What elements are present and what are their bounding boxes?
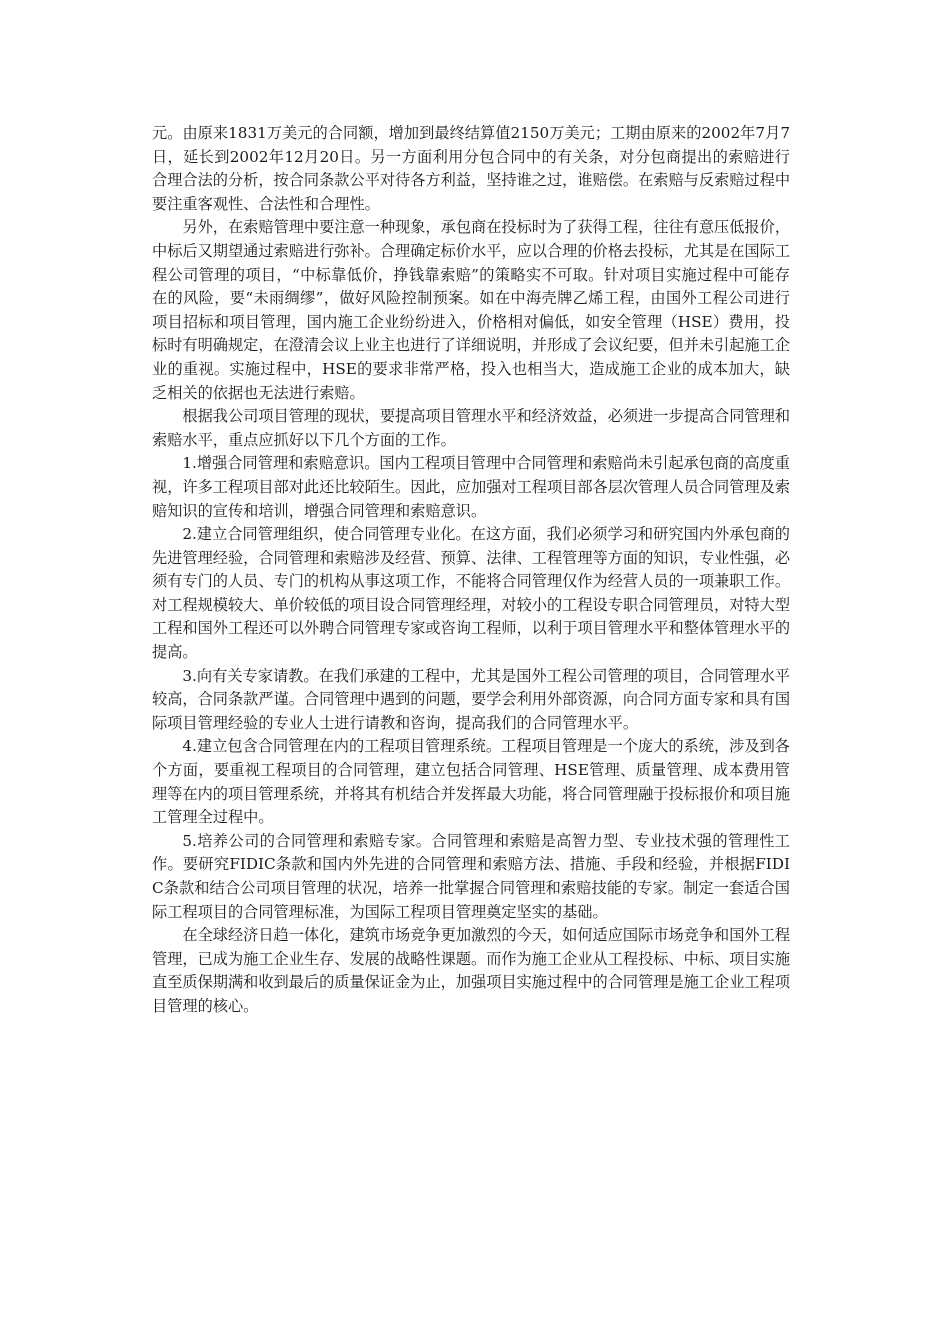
- paragraph-4: 1.增强合同管理和索赔意识。国内工程项目管理中合同管理和索赔尚未引起承包商的高度重视，许多工程项目部对此还比较陌生。因此，应加强对工程项目部各层次管理人员合同管理及索赔知识的宣传和培训，增强合同管理和索赔意识。: [152, 454, 790, 520]
- paragraph-2: 另外，在索赔管理中要注意一种现象，承包商在投标时为了获得工程，往往有意压低报价，中标后又期望通过索赔进行弥补。合理确定标价水平，应以合理的价格去投标，尤其是在国际工程公司管理的项目，“中标靠低价，挣钱靠索赔”的策略实不可取。针对项目实施过程中可能存在的风险，要“未雨绸缪”，做好风险控制预案。如在中海壳牌乙烯工程，由国外工程公司进行项目招标和项目管理，国内施工企业纷纷进入，价格相对偏低，如安全管理（HSE）费用，投标时有明确规定，在澄清会议上业主也进行了详细说明，并形成了会议纪要，但并未引起施工企业的重视。实施过程中，HSE的要求非常严格，投入也相当大，造成施工企业的成本加大，缺乏相关的依据也无法进行索赔。: [152, 218, 790, 402]
- paragraph-3: 根据我公司项目管理的现状，要提高项目管理水平和经济效益，必须进一步提高合同管理和索赔水平，重点应抓好以下几个方面的工作。: [152, 407, 790, 449]
- paragraph-6: 3.向有关专家请教。在我们承建的工程中，尤其是国外工程公司管理的项目，合同管理水平较高，合同条款严谨。合同管理中遇到的问题，要学会利用外部资源，向合同方面专家和具有国际项目管理经验的专业人士进行请教和咨询，提高我们的合同管理水平。: [152, 666, 790, 732]
- paragraph-5: 2.建立合同管理组织，使合同管理专业化。在这方面，我们必须学习和研究国内外承包商的先进管理经验，合同管理和索赔涉及经营、预算、法律、工程管理等方面的知识，专业性强，必须有专门的人员、专门的机构从事这项工作，不能将合同管理仅作为经营人员的一项兼职工作。对工程规模较大、单价较低的项目设合同管理经理，对较小的工程设专职合同管理员，对特大型工程和国外工程还可以外聘合同管理专家或咨询工程师，以利于项目管理水平和整体管理水平的提高。: [152, 525, 790, 662]
- paragraph-9: 在全球经济日趋一体化，建筑市场竞争更加激烈的今天，如何适应国际市场竞争和国外工程管理，已成为施工企业生存、发展的战略性课题。而作为施工企业从工程投标、中标、项目实施直至质保期满和收到最后的质量保证金为止，加强项目实施过程中的合同管理是施工企业工程项目管理的核心。: [152, 926, 790, 1015]
- document-body: [152, 122, 790, 1019]
- paragraph-8: 5.培养公司的合同管理和索赔专家。合同管理和索赔是高智力型、专业技术强的管理性工作。要研究FIDIC条款和国内外先进的合同管理和索赔方法、措施、手段和经验，并根据FIDIC条款和结合公司项目管理的状况，培养一批掌握合同管理和索赔技能的专家。制定一套适合国际工程项目的合同管理标准，为国际工程项目管理奠定坚实的基础。: [152, 831, 790, 921]
- paragraph-7: 4.建立包含合同管理在内的工程项目管理系统。工程项目管理是一个庞大的系统，涉及到各个方面，要重视工程项目的合同管理，建立包括合同管理、HSE管理、质量管理、成本费用管理等在内的项目管理系统，并将其有机结合并发挥最大功能，将合同管理融于投标报价和项目施工管理全过程中。: [152, 737, 790, 827]
- paragraph-1: 元。由原来1831万美元的合同额，增加到最终结算值2150万美元；工期由原来的2002年7月7日，延长到2002年12月20日。另一方面利用分包合同中的有关条，对分包商提出的索赔进行合理合法的分析，按合同条款公平对待各方利益，坚持谁之过，谁赔偿。在索赔与反索赔过程中要注重客观性、合法性和合理性。: [152, 124, 790, 213]
